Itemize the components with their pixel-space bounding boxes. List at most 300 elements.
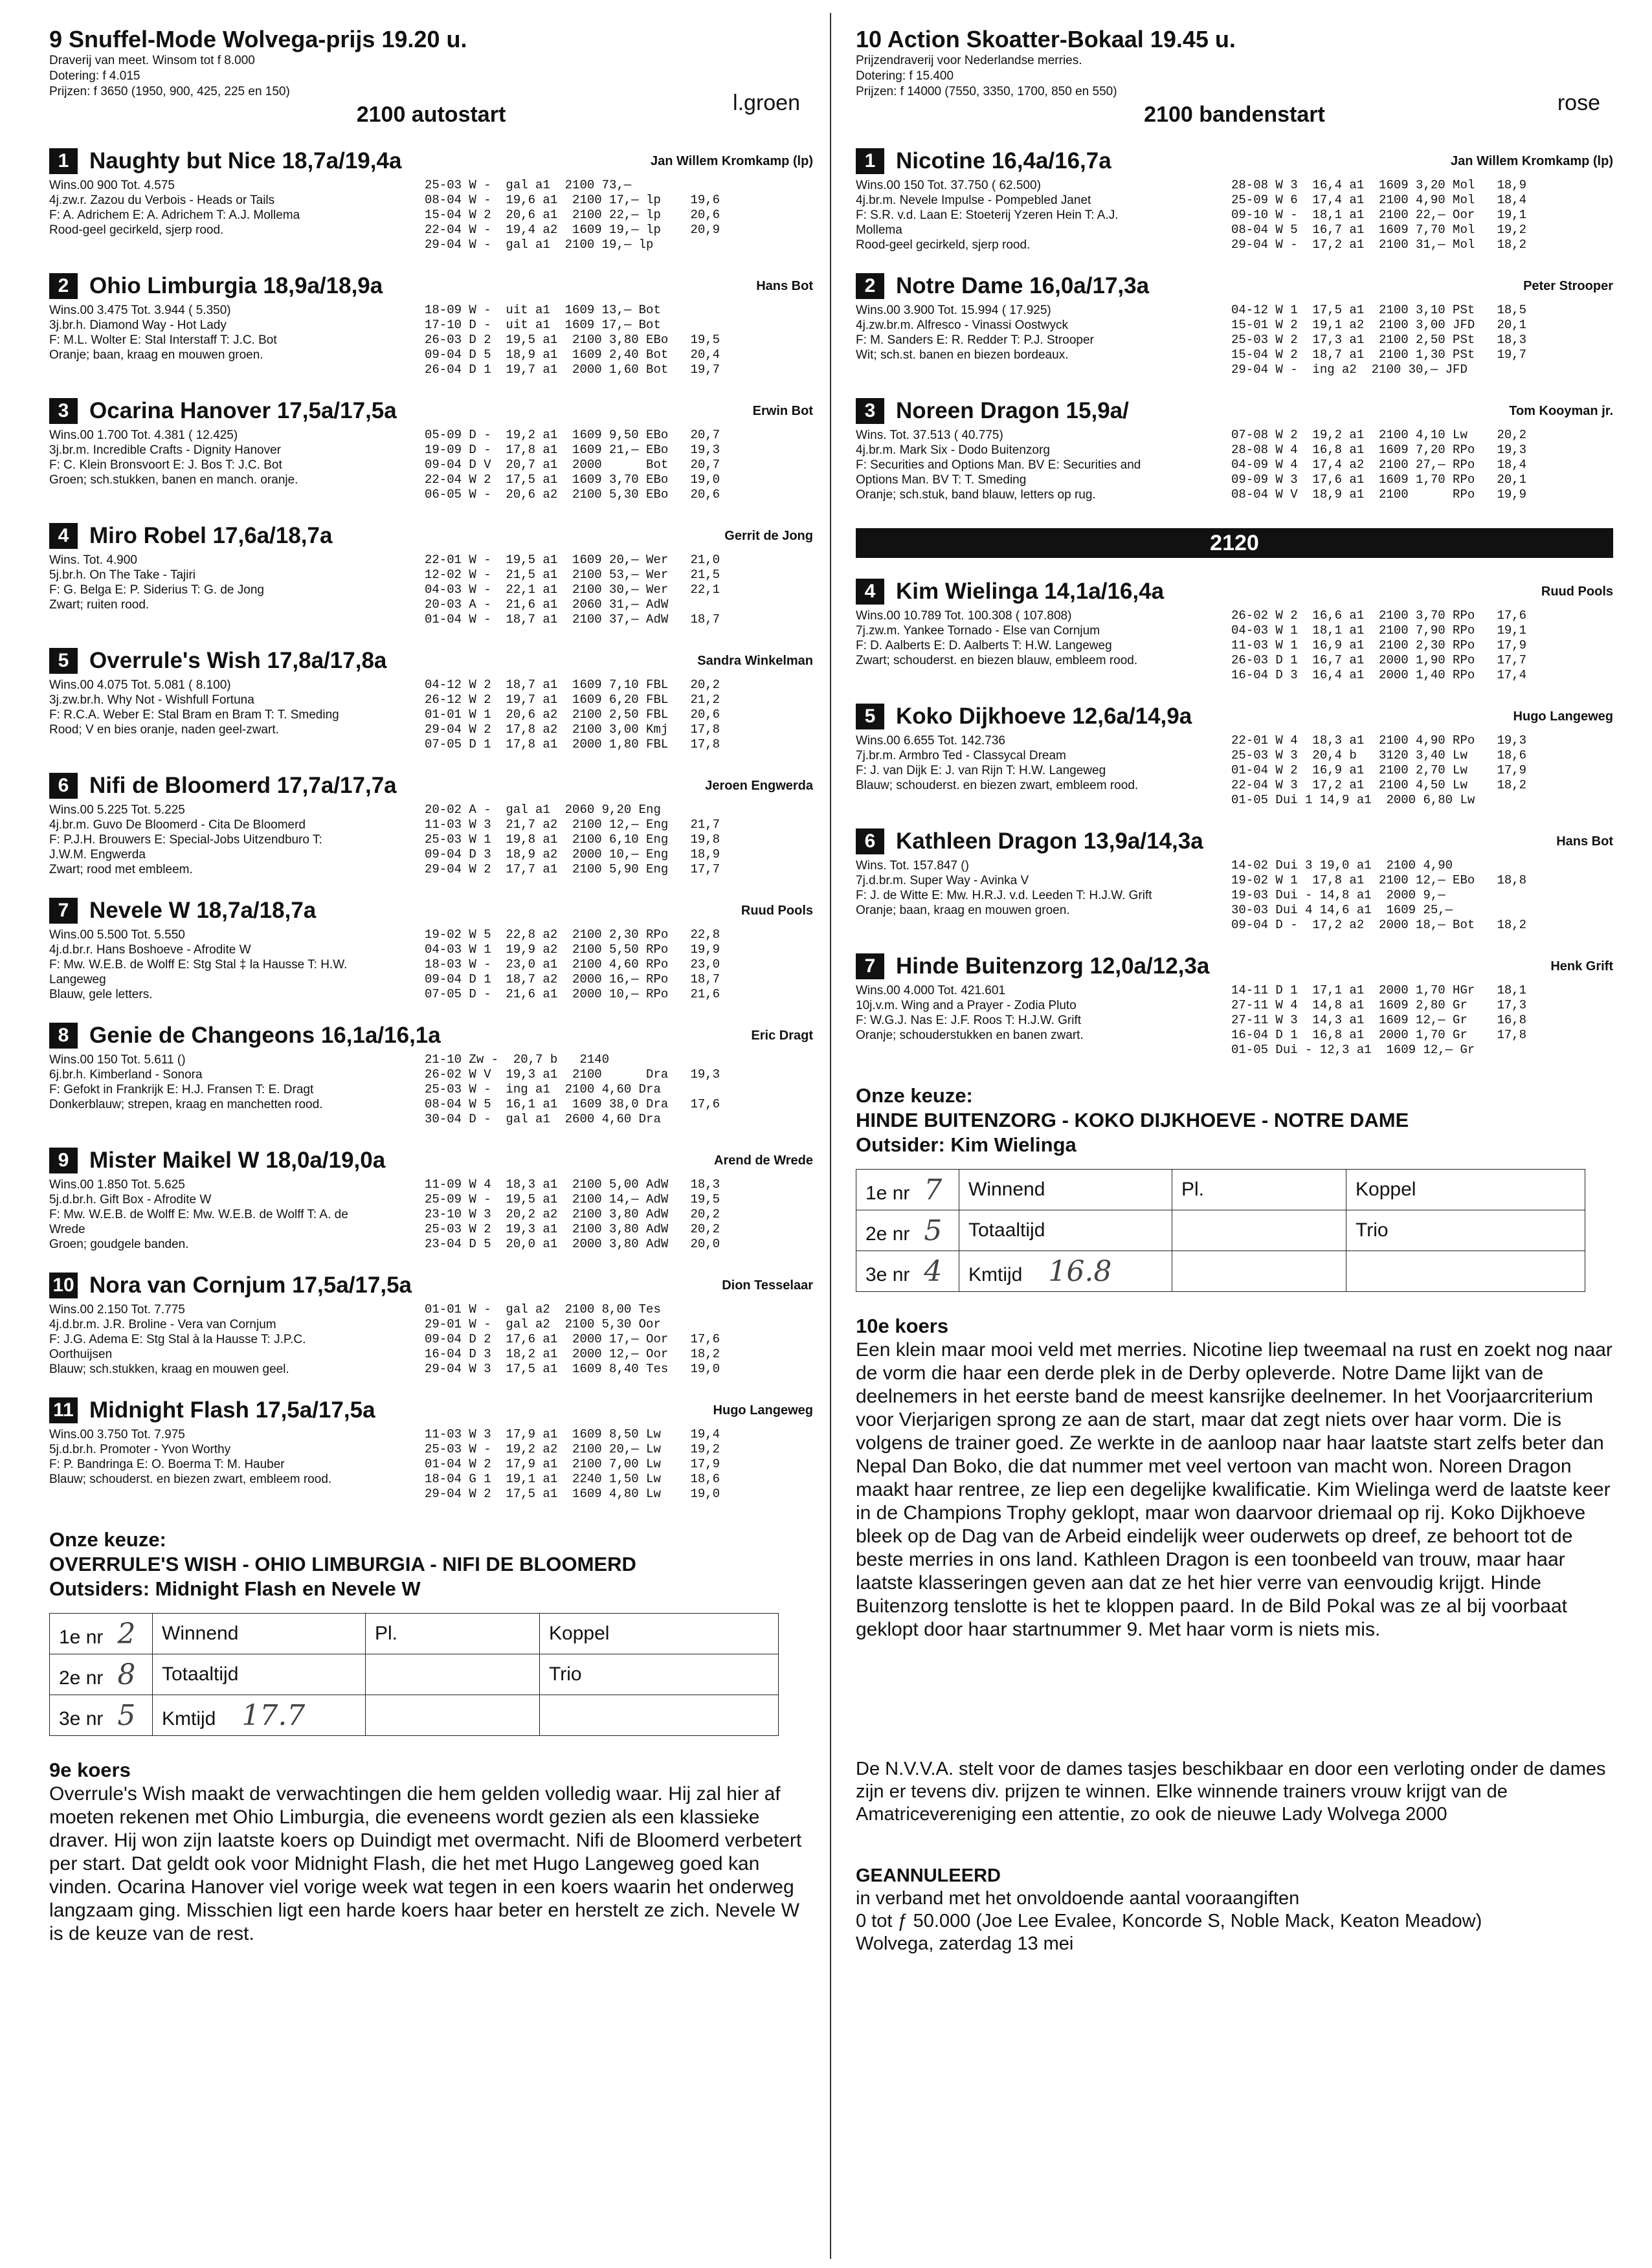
form-row: 25-09 W 6 17,4 a1 2100 4,90 Mol 18,4 xyxy=(1231,193,1527,207)
horse-name: Hinde Buitenzorg 12,0a/12,3a xyxy=(896,953,1210,979)
horse-name: Kim Wielinga 14,1a/16,4a xyxy=(896,579,1165,604)
form-row: 29-04 W - 17,2 a1 2100 31,— Mol 18,2 xyxy=(1231,238,1527,252)
horse-info xyxy=(856,428,1231,502)
trainer-name: Hans Bot xyxy=(756,278,813,293)
horse-list xyxy=(856,147,1613,502)
horse-info-line: Blauw, gele letters. xyxy=(49,988,153,1001)
horse-info-line: F: Mw. W.E.B. de Wolff E: Mw. W.E.B. de Wolff T: A. de xyxy=(49,1208,348,1221)
race-meta-line: Prijzen: f 3650 (1950, 900, 425, 225 en 150) xyxy=(49,85,290,98)
cancelled-line: Wolvega, zaterdag 13 mei xyxy=(856,1933,1074,1954)
form-row: 09-10 W - 18,1 a1 2100 22,— Oor 19,1 xyxy=(1231,208,1527,222)
horse-info-line: Wins.00 10.789 Tot. 100.308 ( 107.808) xyxy=(856,609,1072,623)
horse-info-line: Langeweg xyxy=(49,973,106,986)
announcement xyxy=(856,1758,1613,1826)
horse-info xyxy=(49,428,425,502)
form-row: 19-03 Dui - 14,8 a1 2000 9,— xyxy=(1231,888,1446,902)
horse-info-line: F: J. de Witte E: Mw. H.R.J. v.d. Leeden T: H.J.W. Grift xyxy=(856,889,1152,902)
horse-name: Nifi de Bloomerd 17,7a/17,7a xyxy=(89,773,397,798)
horse-info-line: Blauw; schouderst. en biezen zwart, embleem rood. xyxy=(856,779,1139,792)
horse-details xyxy=(49,553,813,627)
form-row: 01-01 W - gal a2 2100 8,00 Tes xyxy=(425,1302,661,1317)
horse-info-line: Wins. Tot. 37.513 ( 40.775) xyxy=(856,428,1003,442)
start-number-badge: 5 xyxy=(856,704,884,729)
form-row: 26-04 D 1 19,7 a1 2000 1,60 Bot 19,7 xyxy=(425,362,720,377)
horse-header xyxy=(49,522,813,550)
horse-info-line: Zwart; schouderst. en biezen blauw, embleem rood. xyxy=(856,654,1138,667)
horse-entry xyxy=(856,952,1613,1058)
form-row: 14-02 Dui 3 19,0 a1 2100 4,90 xyxy=(1231,858,1453,873)
trainer-name: Jan Willem Kromkamp (lp) xyxy=(651,153,813,168)
horse-header xyxy=(49,1271,813,1300)
bet-cell-type[interactable]: Winnend xyxy=(153,1614,366,1654)
form-row: 08-04 W 5 16,7 a1 1609 7,70 Mol 19,2 xyxy=(1231,223,1527,237)
our-choice xyxy=(49,1528,813,1736)
form-row: 09-04 D 5 18,9 a1 1609 2,40 Bot 20,4 xyxy=(425,348,720,362)
horse-details xyxy=(49,1052,813,1127)
form-row: 28-08 W 3 16,4 a1 1609 3,20 Mol 18,9 xyxy=(1231,178,1527,192)
horse-info-line: Wrede xyxy=(49,1223,85,1236)
horse-info-line: 3j.br.h. Diamond Way - Hot Lady xyxy=(49,318,227,332)
form-row: 26-03 D 1 16,7 a1 2000 1,90 RPo 17,7 xyxy=(1231,653,1527,667)
horse-header xyxy=(49,272,813,300)
horse-header xyxy=(49,1396,813,1425)
commentary-heading: 9e koers xyxy=(49,1759,131,1781)
column-divider xyxy=(830,13,831,2259)
horse-header xyxy=(856,702,1613,731)
form-row: 27-11 W 4 14,8 a1 1609 2,80 Gr 17,3 xyxy=(1231,998,1527,1012)
horse-name: Ohio Limburgia 18,9a/18,9a xyxy=(89,273,383,298)
horse-info-line: Groen; goudgele banden. xyxy=(49,1238,189,1251)
horse-name: Midnight Flash 17,5a/17,5a xyxy=(89,1397,375,1423)
horse-header xyxy=(49,896,813,925)
form-row: 04-09 W 4 17,4 a2 2100 27,— RPo 18,4 xyxy=(1231,458,1527,472)
horse-details xyxy=(856,428,1613,502)
bet-cell-empty[interactable] xyxy=(366,1654,540,1695)
horse-info-line: Zwart; ruiten rood. xyxy=(49,598,150,612)
horse-details xyxy=(49,1177,813,1252)
form-row: 19-02 W 5 22,8 a2 2100 2,30 RPo 22,8 xyxy=(425,928,720,942)
start-number-badge: 5 xyxy=(49,648,78,674)
bet-cell-place[interactable]: 3e nr 4 xyxy=(856,1251,959,1292)
form-row: 16-04 D 1 16,8 a1 2000 1,70 Gr 17,8 xyxy=(1231,1028,1527,1042)
form-table xyxy=(1231,983,1613,1058)
handwritten-time: 16.8 xyxy=(1048,1254,1112,1288)
horse-entry xyxy=(49,647,813,752)
form-row: 18-09 W - uit a1 1609 13,— Bot xyxy=(425,303,661,317)
start-number-badge: 7 xyxy=(856,953,884,979)
horse-info-line: 10j.v.m. Wing and a Prayer - Zodia Pluto xyxy=(856,999,1077,1012)
form-row: 04-12 W 1 17,5 a1 2100 3,10 PSt 18,5 xyxy=(1231,303,1527,317)
horse-details xyxy=(856,733,1613,808)
horse-details xyxy=(49,1302,813,1377)
horse-details xyxy=(49,803,813,877)
form-table xyxy=(425,928,813,1002)
form-row: 22-04 W 3 17,2 a1 2100 4,50 Lw 18,2 xyxy=(1231,778,1527,792)
horse-info-line: Wins. Tot. 157.847 () xyxy=(856,859,969,873)
form-row: 08-04 W - 19,6 a1 2100 17,— lp 19,6 xyxy=(425,193,720,207)
bet-cell-place[interactable]: 1e nr 7 xyxy=(856,1170,959,1210)
horse-info-line: Wins.00 150 Tot. 37.750 ( 62.500) xyxy=(856,179,1041,192)
trainer-name: Tom Kooyman jr. xyxy=(1509,403,1613,418)
horse-info-line: Wins.00 2.150 Tot. 7.775 xyxy=(49,1303,185,1317)
horse-entry xyxy=(49,1396,813,1502)
horse-info-line: 5j.d.br.h. Promoter - Yvon Worthy xyxy=(49,1443,231,1456)
announcement-text: De N.V.V.A. stelt voor de dames tasjes beschikbaar en door een verloting onder de dames zijn er tevens div. prijzen te winnen. Elke winnende trainers vrouw krijgt van de Amatricevereniging een attentie, zo ook de nieuwe Lady Wolvega 2000 xyxy=(856,1759,1606,1825)
horse-info-line: Wins. Tot. 4.900 xyxy=(49,553,137,567)
race-header xyxy=(856,26,1613,128)
horse-header xyxy=(49,772,813,800)
horse-info-line: Groen; sch.stukken, banen en manch. oranje. xyxy=(49,473,298,487)
race-commentary xyxy=(856,1314,1613,1641)
race-color: l.groen xyxy=(733,91,800,115)
bet-cell-place[interactable]: 1e nr 2 xyxy=(50,1614,153,1654)
start-number-badge: 4 xyxy=(49,523,78,549)
form-table xyxy=(425,178,813,252)
choice-outsiders: Outsider: Kim Wielinga xyxy=(856,1133,1077,1156)
start-number-badge: 11 xyxy=(49,1397,78,1423)
start-number-badge: 4 xyxy=(856,579,884,605)
horse-header xyxy=(856,147,1613,175)
horse-info-line: Wins.00 6.655 Tot. 142.736 xyxy=(856,734,1005,748)
bet-cell-pl[interactable]: Pl. xyxy=(366,1614,540,1654)
horse-info-line: 4j.zw.r. Zazou du Verbois - Heads or Tails xyxy=(49,194,275,207)
horse-header xyxy=(856,272,1613,300)
horse-header xyxy=(49,397,813,425)
form-table xyxy=(1231,178,1613,252)
horse-info-line: Wins.00 3.900 Tot. 15.994 ( 17.925) xyxy=(856,304,1051,317)
horse-info xyxy=(49,928,425,1002)
horse-info-line: 4j.br.m. Guvo De Bloomerd - Cita De Bloomerd xyxy=(49,818,306,832)
horse-info xyxy=(49,178,425,252)
form-row: 29-04 W - gal a1 2100 19,— lp xyxy=(425,238,654,252)
race-color: rose xyxy=(1557,91,1600,115)
horse-info-line: Blauw; sch.stukken, kraag en mouwen geel. xyxy=(49,1362,289,1376)
form-row: 30-04 D - gal a1 2600 4,60 Dra xyxy=(425,1112,661,1126)
horse-entry xyxy=(49,522,813,627)
race-meta-line: Draverij van meet. Winsom tot f 8.000 xyxy=(49,54,255,67)
form-row: 01-04 W - 18,7 a1 2100 37,— AdW 18,7 xyxy=(425,612,720,627)
form-row: 19-09 D - 17,8 a1 1609 21,— EBo 19,3 xyxy=(425,443,720,457)
form-row: 26-02 W 2 16,6 a1 2100 3,70 RPo 17,6 xyxy=(1231,608,1527,623)
form-row: 01-04 W 2 16,9 a1 2100 2,70 Lw 17,9 xyxy=(1231,763,1527,777)
trainer-name: Jan Willem Kromkamp (lp) xyxy=(1451,153,1613,168)
form-row: 26-12 W 2 19,7 a1 1609 6,20 FBL 21,2 xyxy=(425,693,720,707)
form-row: 22-04 W - 19,4 a2 1609 19,— lp 20,9 xyxy=(425,223,720,237)
horse-info-line: Wins.00 5.500 Tot. 5.550 xyxy=(49,928,185,942)
trainer-name: Gerrit de Jong xyxy=(724,528,813,543)
horse-info-line: Oranje; baan, kraag en mouwen groen. xyxy=(49,348,263,362)
bet-cell-place[interactable]: 2e nr 5 xyxy=(856,1210,959,1251)
form-row: 15-04 W 2 20,6 a1 2100 22,— lp 20,6 xyxy=(425,208,720,222)
bet-cell-kmtijd[interactable]: Kmtijd 17.7 xyxy=(153,1695,366,1736)
horse-info-line: 6j.br.h. Kimberland - Sonora xyxy=(49,1068,203,1082)
form-row: 29-04 W 2 17,8 a2 2100 3,00 Kmj 17,8 xyxy=(425,722,720,737)
form-table xyxy=(1231,733,1613,808)
form-row: 29-04 W 2 17,5 a1 1609 4,80 Lw 19,0 xyxy=(425,1487,720,1501)
form-row: 22-01 W 4 18,3 a1 2100 4,90 RPo 19,3 xyxy=(1231,733,1527,748)
horse-entry xyxy=(49,272,813,377)
form-table xyxy=(425,428,813,502)
bet-cell-trio[interactable]: Trio xyxy=(540,1654,779,1695)
horse-info-line: Blauw; schouderst. en biezen zwart, embleem rood. xyxy=(49,1473,332,1486)
start-number-badge: 3 xyxy=(49,398,78,424)
handwritten-number: 5 xyxy=(117,1698,136,1732)
horse-info-line: F: Securities and Options Man. BV E: Securities and xyxy=(856,458,1141,472)
horse-details xyxy=(49,178,813,252)
form-row: 07-05 D - 21,6 a1 2000 10,— RPo 21,6 xyxy=(425,987,720,1001)
horse-info-line: Wins.00 1.700 Tot. 4.381 ( 12.425) xyxy=(49,428,238,442)
bet-table xyxy=(856,1169,1585,1292)
choice-pick: OVERRULE'S WISH - OHIO LIMBURGIA - NIFI DE BLOOMERD xyxy=(49,1553,636,1575)
race-header xyxy=(49,26,813,128)
form-row: 16-04 D 3 16,4 a1 2000 1,40 RPo 17,4 xyxy=(1231,668,1527,682)
horse-details xyxy=(49,303,813,377)
start-number-badge: 2 xyxy=(856,273,884,299)
form-row: 25-03 W - ing a1 2100 4,60 Dra xyxy=(425,1082,661,1096)
horse-info-line: Zwart; rood met embleem. xyxy=(49,863,193,876)
bet-cell-kmtijd[interactable]: Kmtijd 16.8 xyxy=(959,1251,1172,1292)
horse-info-line: 3j.br.m. Incredible Crafts - Dignity Hanover xyxy=(49,443,281,457)
form-row: 12-02 W - 21,5 a1 2100 53,— Wer 21,5 xyxy=(425,568,720,582)
horse-info-line: F: D. Aalberts E: D. Aalberts T: H.W. Langeweg xyxy=(856,639,1112,652)
horse-name: Nora van Cornjum 17,5a/17,5a xyxy=(89,1273,412,1298)
horse-header xyxy=(856,952,1613,981)
form-row: 30-03 Dui 4 14,6 a1 1609 25,— xyxy=(1231,903,1453,917)
cancelled-line: 0 tot ƒ 50.000 (Joe Lee Evalee, Koncorde S, Noble Mack, Keaton Meadow) xyxy=(856,1911,1482,1931)
horse-info-line: F: P.J.H. Brouwers E: Special-Jobs Uitzendburo T: xyxy=(49,833,322,847)
bet-cell-type[interactable]: Totaaltijd xyxy=(153,1654,366,1695)
form-table xyxy=(425,1302,813,1377)
start-number-badge: 1 xyxy=(49,148,78,174)
horse-info-line: 3j.zw.br.h. Why Not - Wishfull Fortuna xyxy=(49,693,254,707)
horse-info-line: F: W.G.J. Nas E: J.F. Roos T: H.J.W. Grift xyxy=(856,1014,1082,1027)
form-row: 09-04 D 3 18,9 a2 2000 10,— Eng 18,9 xyxy=(425,847,720,862)
horse-info xyxy=(856,303,1231,377)
form-row: 25-03 W 2 17,3 a1 2100 2,50 PSt 18,3 xyxy=(1231,333,1527,347)
start-number-badge: 1 xyxy=(856,148,884,174)
form-row: 04-03 W 1 18,1 a1 2100 7,90 RPo 19,1 xyxy=(1231,623,1527,638)
trainer-name: Jeroen Engwerda xyxy=(705,778,813,793)
horse-details xyxy=(49,428,813,502)
trainer-name: Hugo Langeweg xyxy=(713,1403,813,1418)
horse-entry xyxy=(856,577,1613,683)
trainer-name: Erwin Bot xyxy=(752,403,813,418)
horse-info-line: F: S.R. v.d. Laan E: Stoeterij Yzeren Hein T: A.J. xyxy=(856,208,1119,222)
bet-cell-empty[interactable] xyxy=(540,1695,779,1736)
horse-info-line: F: C. Klein Bronsvoort E: J. Bos T: J.C. Bot xyxy=(49,458,282,472)
form-row: 22-01 W - 19,5 a1 1609 20,— Wer 21,0 xyxy=(425,553,720,567)
horse-info xyxy=(49,803,425,877)
form-row: 25-03 W 1 19,8 a1 2100 6,10 Eng 19,8 xyxy=(425,832,720,847)
form-row: 29-01 W - gal a2 2100 5,30 Oor xyxy=(425,1317,661,1331)
horse-name: Nicotine 16,4a/16,7a xyxy=(896,148,1111,173)
start-number-badge: 6 xyxy=(856,828,884,854)
horse-info-line: Wins.00 3.475 Tot. 3.944 ( 5.350) xyxy=(49,304,231,317)
form-table xyxy=(425,803,813,877)
form-row: 18-04 G 1 19,1 a1 2240 1,50 Lw 18,6 xyxy=(425,1472,720,1486)
choice-heading: Onze keuze: xyxy=(49,1528,166,1551)
form-row: 05-09 D - 19,2 a1 1609 9,50 EBo 20,7 xyxy=(425,428,720,442)
horse-name: Naughty but Nice 18,7a/19,4a xyxy=(89,148,402,173)
horse-info xyxy=(49,303,425,377)
form-row: 01-01 W 1 20,6 a2 2100 2,50 FBL 20,6 xyxy=(425,707,720,722)
form-table xyxy=(425,303,813,377)
commentary-heading: 10e koers xyxy=(856,1315,949,1337)
horse-info xyxy=(49,1177,425,1252)
bet-cell-empty[interactable] xyxy=(1172,1251,1346,1292)
horse-header xyxy=(49,647,813,675)
form-table xyxy=(1231,608,1613,683)
horse-info-line: Oranje; sch.stuk, band blauw, letters op rug. xyxy=(856,488,1096,502)
form-row: 07-08 W 2 19,2 a1 2100 4,10 Lw 20,2 xyxy=(1231,428,1527,442)
horse-info-line: F: Mw. W.E.B. de Wolff E: Stg Stal ‡ la Hausse T: H.W. xyxy=(49,958,348,972)
horse-info-line: Wins.00 4.000 Tot. 421.601 xyxy=(856,984,1005,997)
horse-info-line: Rood-geel gecirkeld, sjerp rood. xyxy=(856,238,1031,252)
horse-info-line: 4j.d.br.r. Hans Boshoeve - Afrodite W xyxy=(49,943,251,957)
bet-cell-empty[interactable] xyxy=(1172,1210,1346,1251)
handwritten-number: 7 xyxy=(924,1173,943,1206)
our-choice xyxy=(856,1084,1613,1292)
horse-info-line: F: J.G. Adema E: Stg Stal à la Hausse T: J.P.C. xyxy=(49,1333,306,1346)
form-row: 04-12 W 2 18,7 a1 1609 7,10 FBL 20,2 xyxy=(425,678,720,692)
horse-info-line: Wit; sch.st. banen en biezen bordeaux. xyxy=(856,348,1069,362)
bet-cell-empty[interactable] xyxy=(366,1695,540,1736)
form-row: 15-01 W 2 19,1 a2 2100 3,00 JFD 20,1 xyxy=(1231,318,1527,332)
bet-cell-trio[interactable]: Trio xyxy=(1346,1210,1585,1251)
race-commentary xyxy=(49,1758,813,1946)
horse-info-line: Rood; V en bies oranje, naden geel-zwart. xyxy=(49,723,279,737)
horse-info-line: 7j.br.m. Armbro Ted - Classycal Dream xyxy=(856,749,1066,762)
form-table xyxy=(425,1427,813,1502)
horse-info-line: Wins.00 3.750 Tot. 7.975 xyxy=(49,1428,185,1441)
horse-header xyxy=(856,827,1613,856)
cancelled-heading: GEANNULEERD xyxy=(856,1865,1001,1886)
horse-info-line: Rood-geel gecirkeld, sjerp rood. xyxy=(49,223,224,237)
form-table xyxy=(1231,428,1613,502)
handwritten-number: 5 xyxy=(924,1214,943,1247)
horse-entry xyxy=(856,827,1613,933)
horse-info-line: F: G. Belga E: P. Siderius T: G. de Jong xyxy=(49,583,264,597)
start-number-badge: 6 xyxy=(49,773,78,799)
horse-info-line: Oranje; schouderstukken en banen zwart. xyxy=(856,1028,1084,1042)
horse-info-line: 4j.d.br.m. J.R. Broline - Vera van Cornjum xyxy=(49,1318,276,1331)
cancelled-line: in verband met het onvoldoende aantal vooraangiften xyxy=(856,1888,1300,1909)
horse-info xyxy=(856,178,1231,252)
horse-entry xyxy=(49,1146,813,1252)
form-row: 20-02 A - gal a1 2060 9,20 Eng xyxy=(425,803,661,817)
horse-details xyxy=(49,678,813,752)
race-9-column xyxy=(49,26,813,1946)
form-row: 26-03 D 2 19,5 a1 2100 3,80 EBo 19,5 xyxy=(425,333,720,347)
horse-details xyxy=(856,858,1613,933)
horse-name: Ocarina Hanover 17,5a/17,5a xyxy=(89,398,397,423)
horse-info-line: Options Man. BV T: T. Smeding xyxy=(856,473,1027,487)
form-row: 18-03 W - 23,0 a1 2100 4,60 RPo 23,0 xyxy=(425,957,720,972)
form-row: 09-04 D - 17,2 a2 2000 18,— Bot 18,2 xyxy=(1231,918,1527,932)
bet-cell-place[interactable]: 2e nr 8 xyxy=(50,1654,153,1695)
form-row: 15-04 W 2 18,7 a1 2100 1,30 PSt 19,7 xyxy=(1231,348,1527,362)
start-number-badge: 2 xyxy=(49,273,78,299)
start-number-badge: 10 xyxy=(49,1273,78,1298)
form-row: 19-02 W 1 17,8 a1 2100 12,— EBo 18,8 xyxy=(1231,873,1527,887)
form-row: 11-03 W 3 17,9 a1 1609 8,50 Lw 19,4 xyxy=(425,1427,720,1441)
horse-info-line: F: Gefokt in Frankrijk E: H.J. Fransen T: E. Dragt xyxy=(49,1083,314,1096)
form-row: 09-04 D 1 18,7 a2 2000 16,— RPo 18,7 xyxy=(425,972,720,986)
horse-entry xyxy=(856,272,1613,377)
horse-info-line: F: A. Adrichem E: A. Adrichem T: A.J. Mollema xyxy=(49,208,300,222)
race-meta-line: Dotering: f 15.400 xyxy=(856,69,954,83)
horse-info-line: 4j.br.m. Nevele Impulse - Pompebled Janet xyxy=(856,194,1091,207)
trainer-name: Eric Dragt xyxy=(751,1028,813,1043)
horse-info-line: Oorthuijsen xyxy=(49,1348,113,1361)
bet-cell-pl[interactable]: Pl. xyxy=(1172,1170,1346,1210)
horse-header xyxy=(856,577,1613,606)
form-row: 28-08 W 4 16,8 a1 1609 7,20 RPo 19,3 xyxy=(1231,443,1527,457)
handwritten-number: 4 xyxy=(924,1254,943,1288)
commentary-text: Een klein maar mooi veld met merries. Nicotine liep tweemaal na rust en zoekt nog naar de vorm die haar een derde plek in de Derby opleverde. Notre Dame lijkt van de deelnemers in het eerste band de meest kansrijke deelnemer. In het Voorjaarcriterium voor Vierjarigen sprong ze aan de start, maar dat zegt niets over haar vorm. Die is volgens de trainer goed. Ze werkte in de aanloop naar haar laatste start zelfs beter dan Nepal Dan Boko, die dat nummer met veel vertoon van macht won. Noreen Dragon maakt haar rentree, ze liep een degelijke kwalificatie. Kim Wielinga werd de laatste keer in de Champions Trophy geklopt, maar won daarvoor driemaal op rij. Koko Dijkhoeve bleek op de Dag van de Arbeid eindelijk weer ouderwets op dreef, ze behoort tot de beste merries in ons land. Kathleen Dragon is een toonbeeld van trouw, maar haar laatste klasseringen geven aan dat ze het hier verre van eenvoudig krijgt. Hinde Buitenzorg tenslotte is het te kloppen paard. In de Bild Pokal was ze al bij voorbaat geklopt door haar startnummer 9. Met haar vorm is niets mis. xyxy=(856,1339,1613,1640)
horse-name: Notre Dame 16,0a/17,3a xyxy=(896,273,1150,298)
horse-name: Overrule's Wish 17,8a/17,8a xyxy=(89,648,387,673)
horse-header xyxy=(49,1021,813,1050)
horse-name: Noreen Dragon 15,9a/ xyxy=(896,398,1129,423)
form-row: 26-02 W V 19,3 a1 2100 Dra 19,3 xyxy=(425,1067,720,1082)
form-row: 25-03 W 2 19,3 a1 2100 3,80 AdW 20,2 xyxy=(425,1222,720,1236)
start-number-badge: 9 xyxy=(49,1148,78,1173)
horse-list xyxy=(856,577,1613,1058)
commentary-text: Overrule's Wish maakt de verwachtingen die hem gelden volledig waar. Hij zal hier af moeten rekenen met Ohio Limburgia, die eveneens wordt gezien als een klassieke draver. Hij won zijn laatste koers op Duindigt met overmacht. Nifi de Bloomerd verbetert per start. Dat geldt ook voor Midnight Flash, die het met Hugo Langeweg goed kan vinden. Ocarina Hanover viel vorige week wat tegen in een koers waarin het onderweg langzaam ging. Misschien ligt een harde koers haar beter en herstelt ze zich. Nevele W is de keuze van de rest. xyxy=(49,1783,802,1944)
race-10-column xyxy=(856,26,1613,1955)
horse-info xyxy=(49,1427,425,1502)
horse-info-line: F: M.L. Wolter E: Stal Interstaff T: J.C. Bot xyxy=(49,333,277,347)
horse-name: Miro Robel 17,6a/18,7a xyxy=(89,523,333,548)
bet-cell-empty[interactable] xyxy=(1346,1251,1585,1292)
horse-info-line: Wins.00 900 Tot. 4.575 xyxy=(49,179,175,192)
bet-cell-type[interactable]: Winnend xyxy=(959,1170,1172,1210)
bet-cell-koppel[interactable]: Koppel xyxy=(1346,1170,1585,1210)
bet-cell-type[interactable]: Totaaltijd xyxy=(959,1210,1172,1251)
form-row: 25-03 W 3 20,4 b 3120 3,40 Lw 18,6 xyxy=(1231,748,1527,762)
horse-header xyxy=(49,147,813,175)
horse-details xyxy=(856,608,1613,683)
bet-cell-place[interactable]: 3e nr 5 xyxy=(50,1695,153,1736)
horse-info xyxy=(49,1302,425,1377)
trainer-name: Hugo Langeweg xyxy=(1513,709,1613,724)
bet-cell-koppel[interactable]: Koppel xyxy=(540,1614,779,1654)
form-row: 11-03 W 1 16,9 a1 2100 2,30 RPo 17,9 xyxy=(1231,638,1527,652)
horse-info xyxy=(49,553,425,627)
form-row: 21-10 Zw - 20,7 b 2140 xyxy=(425,1052,610,1067)
horse-info-line: 5j.br.h. On The Take - Tajiri xyxy=(49,568,196,582)
form-table xyxy=(1231,858,1613,933)
form-row: 25-03 W - 19,2 a2 2100 20,— Lw 19,2 xyxy=(425,1442,720,1456)
horse-info xyxy=(856,733,1231,808)
form-row: 01-04 W 2 17,9 a1 2100 7,00 Lw 17,9 xyxy=(425,1457,720,1471)
trainer-name: Peter Strooper xyxy=(1523,278,1613,293)
form-row: 04-03 W 1 19,9 a2 2100 5,50 RPo 19,9 xyxy=(425,942,720,957)
horse-header xyxy=(49,1146,813,1175)
bet-table xyxy=(49,1613,779,1736)
horse-info-line: 7j.d.br.m. Super Way - Avinka V xyxy=(856,874,1029,887)
trainer-name: Henk Grift xyxy=(1550,959,1613,973)
form-row: 29-04 W 3 17,5 a1 1609 8,40 Tes 19,0 xyxy=(425,1362,720,1376)
start-number-badge: 3 xyxy=(856,398,884,424)
horse-details xyxy=(856,303,1613,377)
form-table xyxy=(425,553,813,627)
form-row: 11-03 W 3 21,7 a2 2100 12,— Eng 21,7 xyxy=(425,817,720,832)
horse-info xyxy=(49,678,425,752)
horse-info-line: Mollema xyxy=(856,223,902,237)
horse-info-line: F: R.C.A. Weber E: Stal Bram en Bram T: T. Smeding xyxy=(49,708,339,722)
